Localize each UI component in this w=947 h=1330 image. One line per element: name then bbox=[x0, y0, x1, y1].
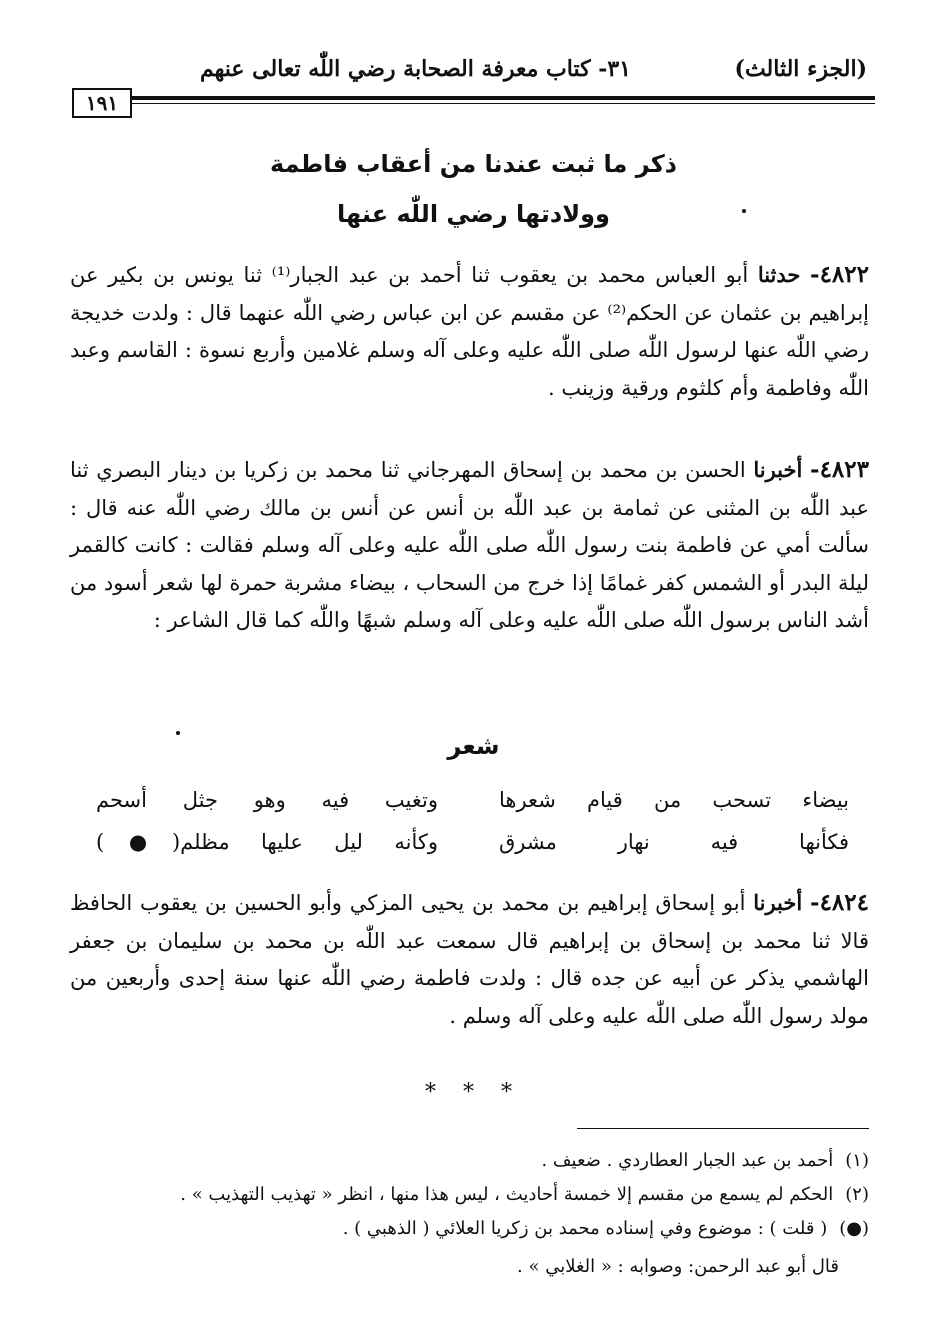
section-separator: * * * bbox=[425, 1080, 522, 1105]
hadith-4823 bbox=[70, 451, 869, 640]
page-number: ١٩١ bbox=[72, 88, 132, 118]
header-rule-thick bbox=[130, 96, 875, 100]
footnote-text: قال أبو عبد الرحمن: وصوابه : « الغلابي » . bbox=[517, 1256, 839, 1277]
hadith-lead: حدثنا bbox=[757, 262, 801, 287]
hadith-lead: أخبرنا bbox=[753, 890, 803, 915]
verse-second-hemistich: وكأنه ليل عليها مظلم(●) bbox=[96, 830, 438, 854]
verse-second-hemistich: وتغيب فيه وهو جثل أسحم bbox=[96, 788, 438, 812]
verse-first-hemistich: فكأنها فيه نهار مشرق bbox=[499, 830, 849, 854]
chapter-title-line1: ذكر ما ثبت عندنا من أعقاب فاطمة bbox=[270, 150, 677, 178]
footnote-continuation bbox=[70, 1252, 839, 1282]
hadith-text: الحسن بن محمد بن إسحاق المهرجاني ثنا محمد بن زكريا بن دينار البصري ثنا عبد اللّٰه بن المثنى عن ثمامة بن عبد اللّٰه بن أنس عن أنس بن مالك رضي اللّٰه عنه قال : سألت أمي عن فاطمة بنت رسول اللّٰه صلى اللّٰه عليه وعلى آله وسلم فقالت : كانت كالقمر ليلة البدر أو الشمس كفر غمامًا إذا خرج من السحاب ، بيضاء مشربة حمرة لها شعر أسود من أشد الناس برسول اللّٰه صلى اللّٰه عليه وعلى آله وسلم شبهًا واللّٰه كما قال الشاعر : bbox=[70, 458, 869, 632]
footnote-mark: (١) bbox=[845, 1150, 869, 1171]
poem-verse bbox=[96, 788, 849, 826]
hadith-4822 bbox=[70, 256, 869, 407]
poem-verse bbox=[96, 830, 849, 868]
verse-first-hemistich: بيضاء تسحب من قيام شعرها bbox=[499, 788, 849, 812]
book-title: ٣١- كتاب معرفة الصحابة رضي اللّٰه تعالى عنهم bbox=[199, 56, 631, 82]
chapter-title-line2: وولادتها رضي اللّٰه عنها bbox=[337, 200, 610, 228]
footnote-text: ( قلت ) : موضوع وفي إسناده محمد بن زكريا العلائي ( الذهبي ) . bbox=[342, 1218, 828, 1239]
hadith-number: ٤٨٢٢- bbox=[810, 261, 869, 288]
footnote-text: الحكم لم يسمع من مقسم إلا خمسة أحاديث ، ليس هذا منها ، انظر « تهذيب التهذيب » . bbox=[180, 1184, 834, 1205]
footnote-rule bbox=[577, 1128, 869, 1129]
hadith-4824 bbox=[70, 884, 869, 1035]
scan-speck bbox=[176, 731, 180, 735]
footnote-2 bbox=[70, 1180, 869, 1210]
footnote-mark: (٢) bbox=[845, 1184, 869, 1205]
footnote-1 bbox=[70, 1146, 869, 1176]
volume-label: (الجزء الثالث) bbox=[734, 56, 867, 82]
hadith-text: أبو العباس محمد بن يعقوب ثنا أحمد بن عبد الجبار⁽¹⁾ ثنا يونس بن بكير عن إبراهيم بن عثمان عن الحكم⁽²⁾ عن مقسم عن ابن عباس رضي اللّٰه عنهما قال : ولدت خديجة رضي اللّٰه عنها لرسول اللّٰه صلى اللّٰه عليه وعلى آله وسلم غلامين وأربع نسوة : القاسم وعبد اللّٰه وفاطمة وأم كلثوم ورقية وزينب . bbox=[70, 263, 870, 400]
poem-title: شعر bbox=[447, 732, 500, 760]
footnote-mark: (●) bbox=[839, 1218, 869, 1239]
header-rule-thin bbox=[130, 103, 875, 104]
hadith-text: أبو إسحاق إبراهيم بن محمد بن يحيى المزكي وأبو الحسين بن يعقوب الحافظ قالا ثنا محمد بن إسحاق بن إبراهيم قال سمعت عبد اللّٰه بن محمد بن سليمان بن جعفر الهاشمي يذكر عن أبيه عن جده قال : ولدت فاطمة رضي اللّٰه عنها سنة إحدى وأربعين من مولد رسول اللّٰه صلى اللّٰه عليه وعلى آله وسلم . bbox=[70, 891, 869, 1028]
hadith-number: ٤٨٢٣- bbox=[810, 456, 869, 483]
footnote-3 bbox=[70, 1214, 869, 1244]
hadith-number: ٤٨٢٤- bbox=[810, 889, 869, 916]
running-head bbox=[150, 56, 867, 90]
scan-speck bbox=[742, 209, 746, 213]
hadith-lead: أخبرنا bbox=[753, 457, 803, 482]
footnote-text: أحمد بن عبد الجبار العطاردي . ضعيف . bbox=[541, 1150, 834, 1171]
